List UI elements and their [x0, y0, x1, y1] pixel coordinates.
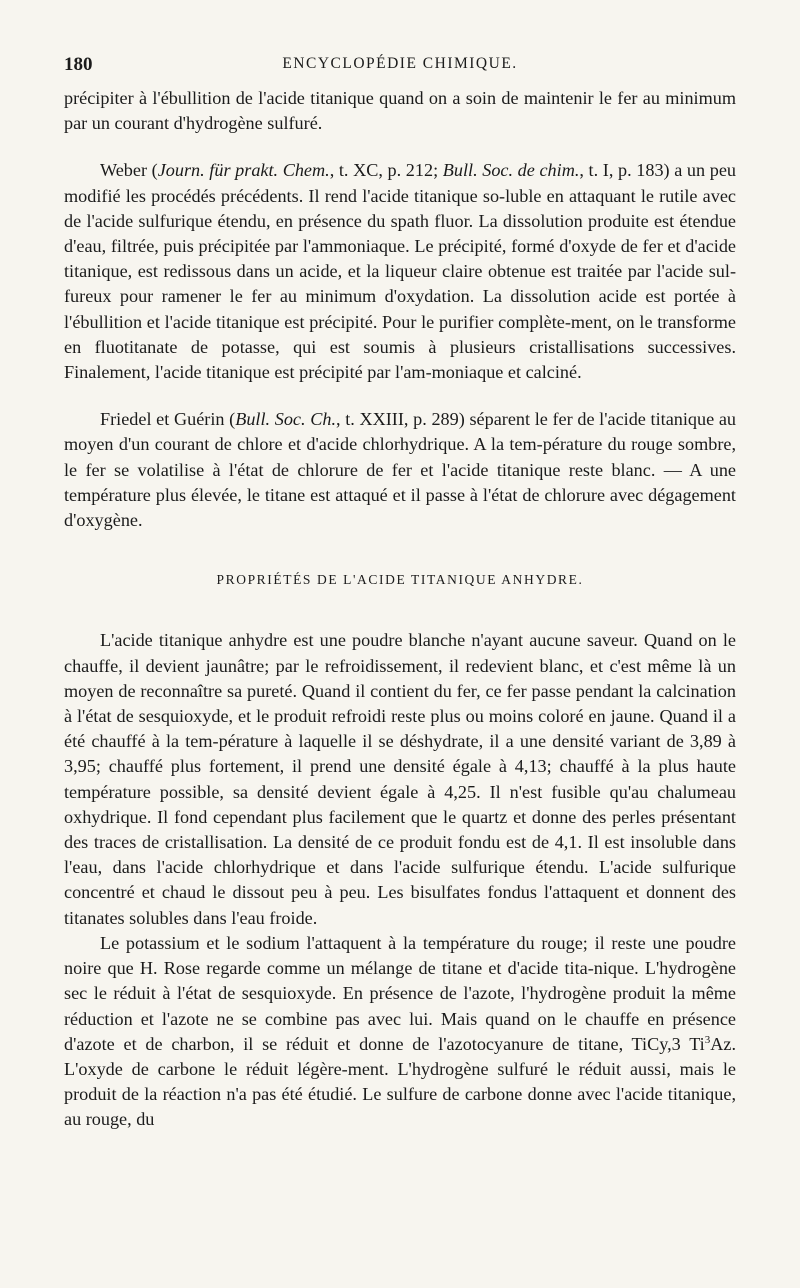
paragraph-properties: L'acide titanique anhydre est une poudre blanche n'ayant aucune saveur. Quand on le chauffe, il devient jaunâtre; par le refroidissement, il redevient blanc, et c'est même là un moyen de reconnaître sa pureté. Quand il contient du fer, ce fer passe pendant la calcination à l'état de sesquioxyde, et le produit refroidi reste plus ou moins coloré en jaune. Quand il a été chauffé à la tem-pérature à laquelle il se déshydrate, il a une densité variant de 3,89 à 3,95; chauffé plus fortement, il prend une densité égale à 4,13; chauffé à la plus haute température possible, sa densité devient égale à 4,25. Il n'est fusible qu'au chalumeau oxhydrique. Il fond cependant plus facilement que le quartz et donne des perles présentant des traces de cristallisation. La densité de ce produit fondu est de 4,1. Il est insoluble dans l'eau, dans l'acide chlorhydrique et dans l'acide sulfurique étendu. L'acide sulfurique concentré et chaud le dissout peu à peu. Les bisulfates fondus l'attaquent et donnent des titanates solubles dans l'eau froide.: [64, 630, 736, 928]
superscript: 3: [704, 1033, 711, 1046]
citation-bull: Bull. Soc. de chim.: [442, 160, 580, 181]
page-body: [64, 86, 736, 1133]
running-title: ENCYCLOPÉDIE CHIMIQUE.: [282, 55, 518, 72]
section-title: PROPRIÉTÉS DE L'ACIDE TITANIQUE ANHYDRE.: [216, 572, 584, 588]
paragraph-continued: précipiter à l'ébullition de l'acide titanique quand on a soin de maintenir le fer au minimum par un courant d'hydrogène sulfuré.: [64, 88, 736, 134]
page-header: [64, 50, 736, 78]
page-number: 180: [64, 54, 93, 75]
paragraph-reduction: Le potassium et le sodium l'attaquent à la température du rouge; il reste une poudre noire que H. Rose regarde comme un mélange de titane et d'acide tita-nique. L'hydrogène sec le réduit à l'état de sesquioxyde. En présence de l'azote, l'hydrogène produit la même réduction et l'azote ne se combine pas avec lui. Mais quand on le chauffe en présence d'azote et de charbon, il se réduit et donne de l'azotocyanure de titane, TiCy,3 Ti$^3$Az. L'oxyde de carbone le réduit légère-ment. L'hydrogène sulfuré le réduit aussi, mais le produit de la réaction n'a pas été étudié. Le sulfure de carbone donne avec l'acide titanique, au rouge, du: [64, 932, 736, 1130]
paragraph-friedel-guerin: Friedel et Guérin (Bull. Soc. Ch., t. XXIII, p. 289) séparent le fer de l'acide titanique au moyen d'un courant de chlore et d'acide chlorhydrique. A la tem-pérature du rouge sombre, le fer se volatilise à l'état de chlorure de fer et l'acide titanique reste blanc. — A une température plus élevée, le titane est attaqué et il passe à l'état de chlorure avec dégagement d'oxygène.: [64, 409, 737, 531]
citation-journ: Journ. für prakt. Chem.: [157, 160, 330, 181]
citation-bull-soc-ch: Bull. Soc. Ch.: [235, 409, 336, 430]
paragraph-weber: Weber (Journ. für prakt. Chem., t. XC, p. 212; Bull. Soc. de chim., t. I, p. 183) a un peu modifié les procédés précédents. Il rend l'acide titanique so-luble en attaquant le rutile avec de l'acide sulfurique étendu, en présence du spath fluor. La dissolution produite est étendue d'eau, filtrée, puis précipitée par l'ammoniaque. Le précipité, formé d'oxyde de fer et d'acide titanique, est redissous dans un acide, et la liqueur claire obtenue est traitée par l'acide sul-fureux pour ramener le fer au minimum d'oxydation. La dissolution acide est portée à l'ébullition et l'acide titanique est précipité. Pour le purifier complète-ment, on le transforme en fluotitanate de potasse, qui est soumis à plusieurs cristallisations successives. Finalement, l'acide titanique est précipité par l'am-moniaque et calciné.: [64, 160, 737, 383]
